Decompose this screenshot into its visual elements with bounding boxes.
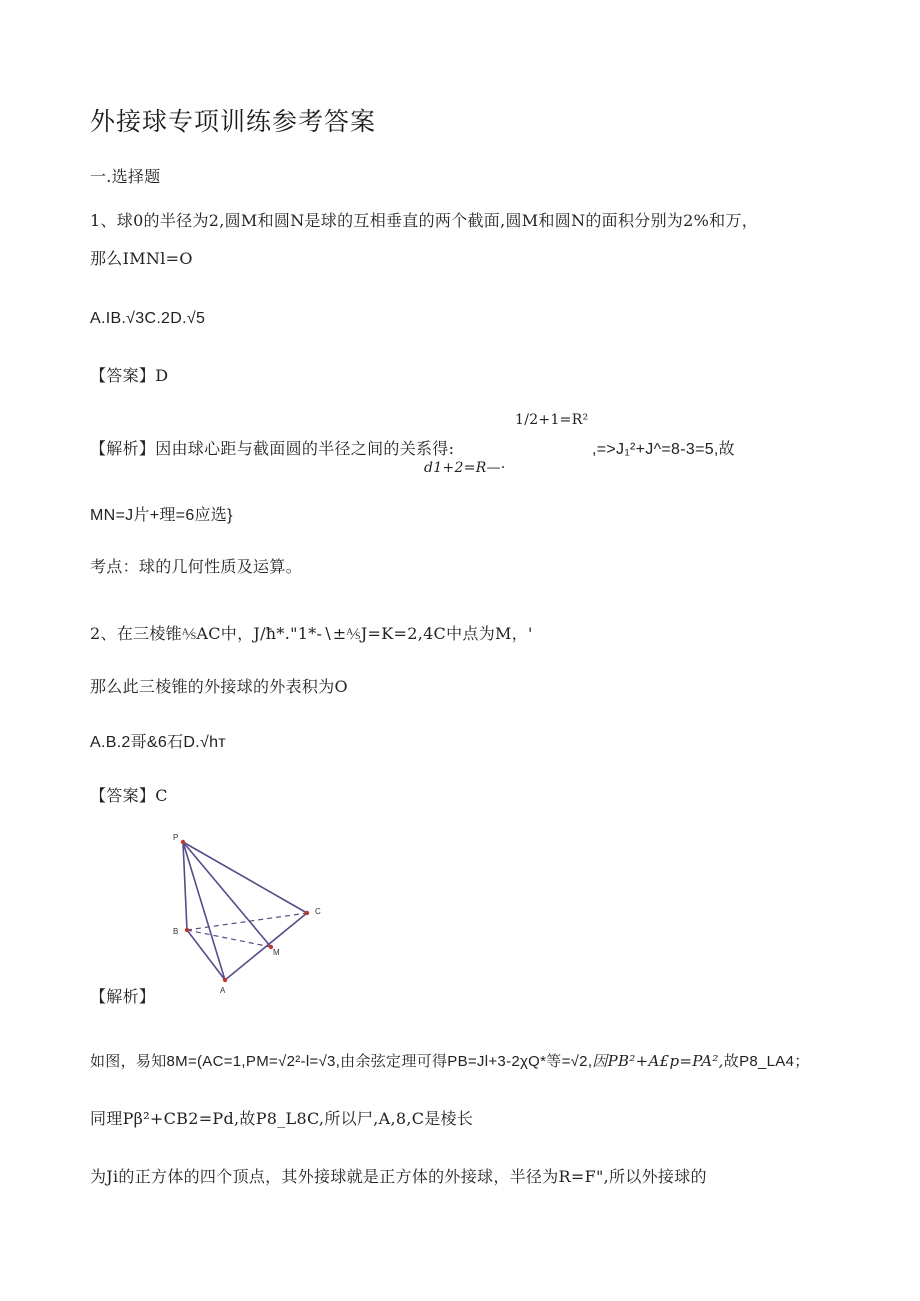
q1-solution-suffix: ,=>J₁²+J^=8-3=5,故 <box>592 441 735 458</box>
label-m: M <box>273 948 280 957</box>
label-p: P <box>173 833 179 842</box>
q2-solution-line1-a: 如图，易知8M=(AC=1,PM=√2²-l=√3,由余弦定理可得PB=Jl+3-2χQ*等=√2, <box>90 1053 593 1070</box>
label-a: A <box>220 986 226 995</box>
pyramid-solid-edges <box>183 842 307 980</box>
q2-solution-line3: 为Ji的正方体的四个顶点，其外接球就是正方体的外接球，半径为R=F",所以外接球的 <box>90 1167 707 1186</box>
q2-solution-label: 【解析】 <box>90 987 156 1006</box>
q2-stem-line1: 2、在三棱锥⅍AC中，J∕ħ*."1*-∖±⅍J=K=2,4C中点为M，' <box>90 624 533 643</box>
q2-stem-line2: 那么此三棱锥的外接球的外表积为O <box>90 677 348 696</box>
q1-formula-top: 1/2+1=R² <box>515 412 589 428</box>
q1-stem-line2: 那么IMNl=O <box>90 249 193 268</box>
q2-answer: 【答案】C <box>90 786 168 805</box>
q1-point: 考点：球的几何性质及运算。 <box>90 557 302 576</box>
q1-answer: 【答案】D <box>90 366 169 385</box>
q1-solution-line2: MN=J片+理=6应选} <box>90 507 233 524</box>
page-title: 外接球专项训练参考答案 <box>90 107 377 136</box>
q1-options: A.IB.√3C.2D.√5 <box>90 310 206 327</box>
pyramid-figure <box>165 828 335 998</box>
q2-solution-line2: 同理Pβ²+CB2=Pd,故P8_L8C,所以尸,A,8,C是棱长 <box>90 1109 474 1128</box>
q1-solution-prefix: 【解析】因由球心距与截面圆的半径之间的关系得: <box>90 439 455 458</box>
label-c: C <box>315 907 321 916</box>
q1-stem-line1: 1、球0的半径为2,圆M和圆N是球的互相垂直的两个截面,圆M和圆N的面积分别为2%和万， <box>90 211 759 230</box>
q2-solution-line1-c: 故P8_LA4； <box>723 1053 810 1070</box>
q2-solution-line1 <box>90 1050 810 1071</box>
q2-solution-line1-b: 因PB²+A£p=PA², <box>592 1052 724 1070</box>
section-heading: 一.选择题 <box>90 167 161 186</box>
q2-options: A.B.2哥&6石D.√hт <box>90 734 226 751</box>
q1-formula-bottom: d1+2=R—· <box>424 460 506 476</box>
label-b: B <box>173 927 179 936</box>
